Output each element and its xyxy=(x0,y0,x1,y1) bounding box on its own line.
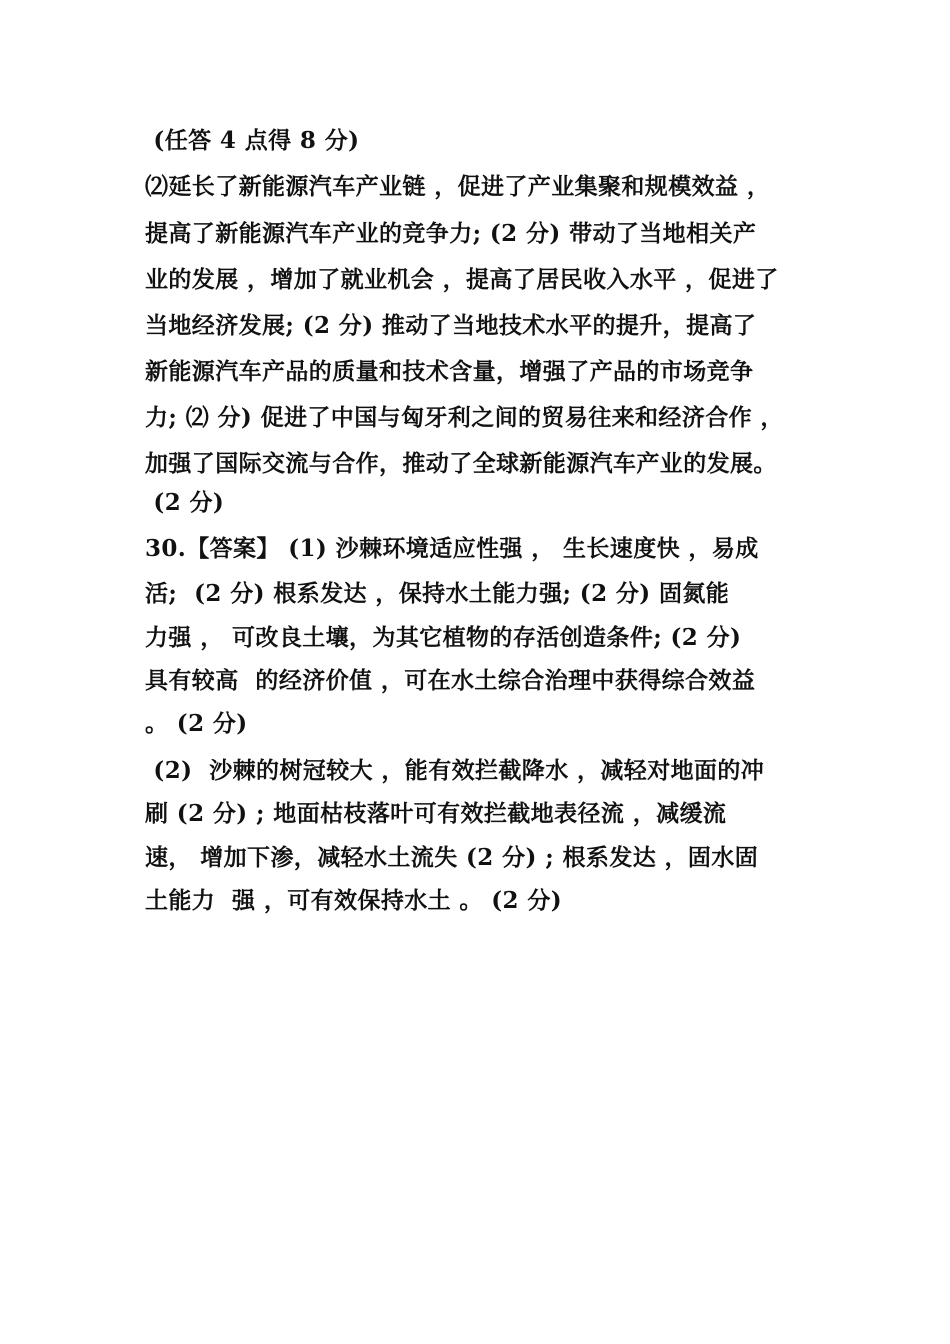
text-line: ⑵延长了新能源汽车产业链 ，促进了产业集聚和规模效益 ， xyxy=(145,173,771,200)
text-line: (2 分) xyxy=(145,489,225,516)
text-line: 土能力 强 ，可有效保持水土 。 (2 分) xyxy=(145,887,563,914)
text-line: (任答 4 点得 8 分) xyxy=(145,127,360,154)
text-line: 业的发展 ，增加了就业机会 ，提高了居民收入水平 ，促进了 xyxy=(145,266,779,293)
text-line: 加强了国际交流与合作，推动了全球新能源汽车产业的发展。 xyxy=(145,450,777,477)
text-line: 力; ⑵ 分) 促进了中国与匈牙利之间的贸易往来和经济合作 ， xyxy=(145,404,784,431)
text-line: (2) 沙棘的树冠较大 ，能有效拦截降水 ，减轻对地面的冲 xyxy=(145,757,765,784)
text-line: 。 (2 分) xyxy=(145,710,248,737)
text-line: 提高了新能源汽车产业的竞争力; (2 分) 带动了当地相关产 xyxy=(145,220,757,247)
text-line: 新能源汽车产品的质量和技术含量，增强了产品的市场竞争 xyxy=(145,358,754,385)
text-line: 速， 增加下渗，减轻水土流失 (2 分) ; 根系发达 ，固水固 xyxy=(145,844,759,871)
text-line: 力强 ， 可改良土壤，为其它植物的存活创造条件; (2 分) xyxy=(145,624,742,651)
text-line: 刷 (2 分) ; 地面枯枝落叶可有效拦截地表径流 ，减缓流 xyxy=(145,800,727,827)
question-30-answer-heading: 30.【答案】 (1) 沙棘环境适应性强 ， 生长速度快 ，易成 xyxy=(145,535,759,562)
text-line: 具有较高 的经济价值 ，可在水土综合治理中获得综合效益 xyxy=(145,667,756,694)
text-line: 当地经济发展; (2 分) 推动了当地技术水平的提升，提高了 xyxy=(145,312,757,339)
text-line: 活; (2 分) 根系发达 ，保持水土能力强; (2 分) 固氮能 xyxy=(145,580,730,607)
